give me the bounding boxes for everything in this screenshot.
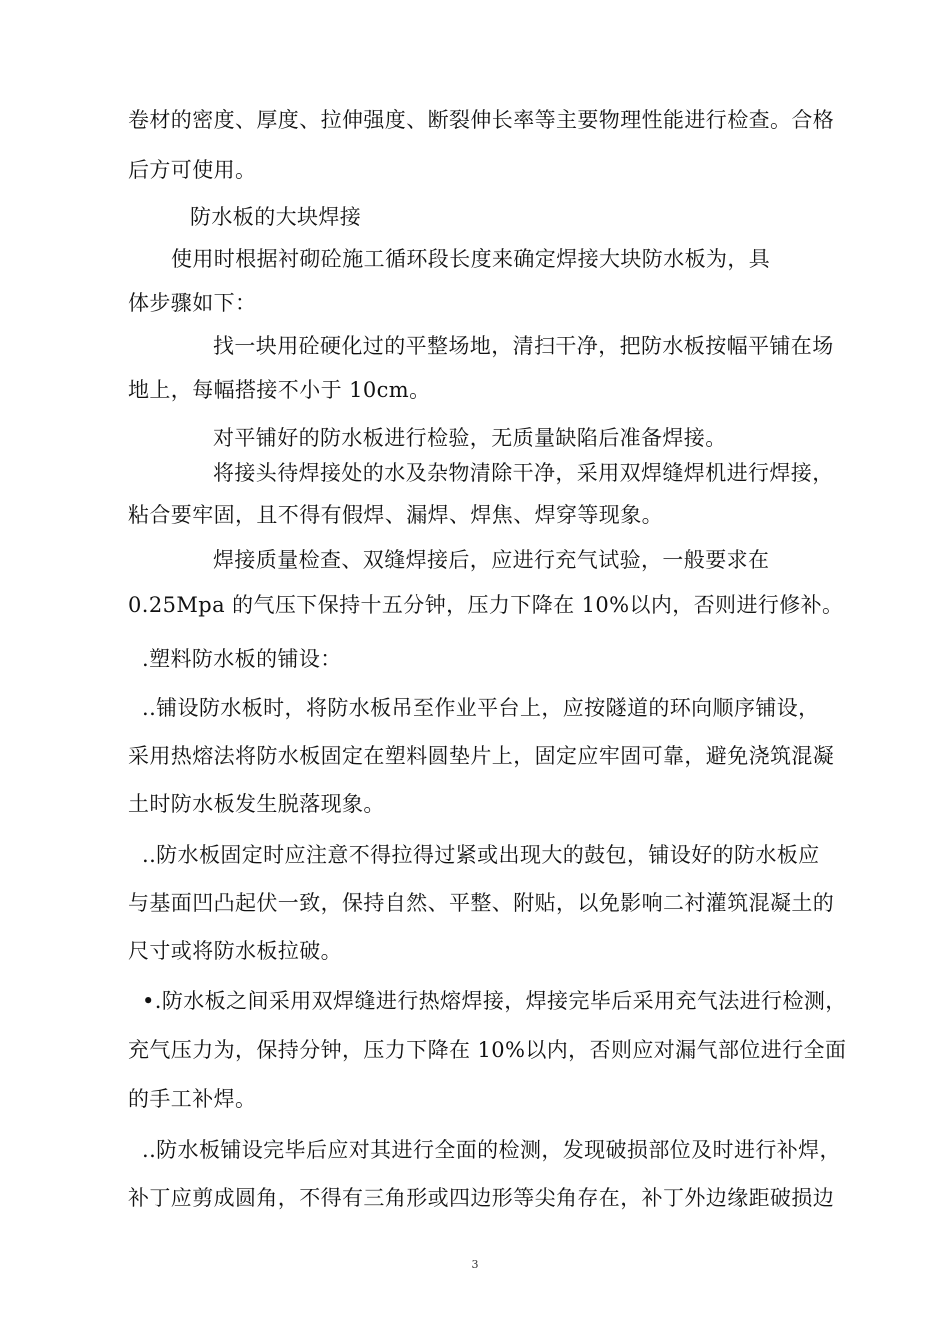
text-line: 尺寸或将防水板拉破。 xyxy=(128,939,342,963)
text-line: 焊接质量检查、双缝焊接后，应进行充气试验，一般要求在 xyxy=(213,548,770,572)
text-line: 找一块用砼硬化过的平整场地，清扫干净，把防水板按幅平铺在场 xyxy=(213,334,834,358)
section-heading: .塑料防水板的铺设： xyxy=(142,647,342,671)
text-line: 补丁应剪成圆角，不得有三角形或四边形等尖角存在，补丁外边缘距破损边 xyxy=(128,1186,835,1210)
section-heading: 防水板的大块焊接 xyxy=(190,205,362,229)
text-line: ..铺设防水板时，将防水板吊至作业平台上，应按隧道的环向顺序铺设， xyxy=(142,696,820,720)
text-line: ..防水板铺设完毕后应对其进行全面的检测，发现破损部位及时进行补焊， xyxy=(142,1138,841,1162)
text-line: 体步骤如下： xyxy=(128,291,257,315)
text-line: 对平铺好的防水板进行检验，无质量缺陷后准备焊接。 xyxy=(213,426,727,450)
text-line: 粘合要牢固，且不得有假焊、漏焊、焊焦、焊穿等现象。 xyxy=(128,503,663,527)
text-line: •.防水板之间采用双焊缝进行热熔焊接，焊接完毕后采用充气法进行检测， xyxy=(142,989,847,1013)
page-number: 3 xyxy=(471,1258,479,1271)
text-line: 与基面凹凸起伏一致，保持自然、平整、附贴，以免影响二衬灌筑混凝土的 xyxy=(128,891,835,915)
text-line: 卷材的密度、厚度、拉伸强度、断裂伸长率等主要物理性能进行检查。合格 xyxy=(128,108,835,132)
text-line: ..防水板固定时应注意不得拉得过紧或出现大的鼓包，铺设好的防水板应 xyxy=(142,843,820,867)
text-line: 充气压力为，保持分钟，压力下降在 10%以内，否则应对漏气部位进行全面 xyxy=(128,1038,847,1062)
text-line: 0.25Mpa 的气压下保持十五分钟，压力下降在 10%以内，否则进行修补。 xyxy=(128,593,844,617)
text-line: 的手工补焊。 xyxy=(128,1087,257,1111)
text-line: 采用热熔法将防水板固定在塑料圆垫片上，固定应牢固可靠，避免浇筑混凝 xyxy=(128,744,835,768)
text-line: 使用时根据衬砌砼施工循环段长度来确定焊接大块防水板为，具 xyxy=(171,247,771,271)
text-line: 后方可使用。 xyxy=(128,158,257,182)
text-line: 地上，每幅搭接不小于 10cm。 xyxy=(128,378,431,402)
text-line: 土时防水板发生脱落现象。 xyxy=(128,792,385,816)
text-line: 将接头待焊接处的水及杂物清除干净，采用双焊缝焊机进行焊接， xyxy=(213,461,834,485)
